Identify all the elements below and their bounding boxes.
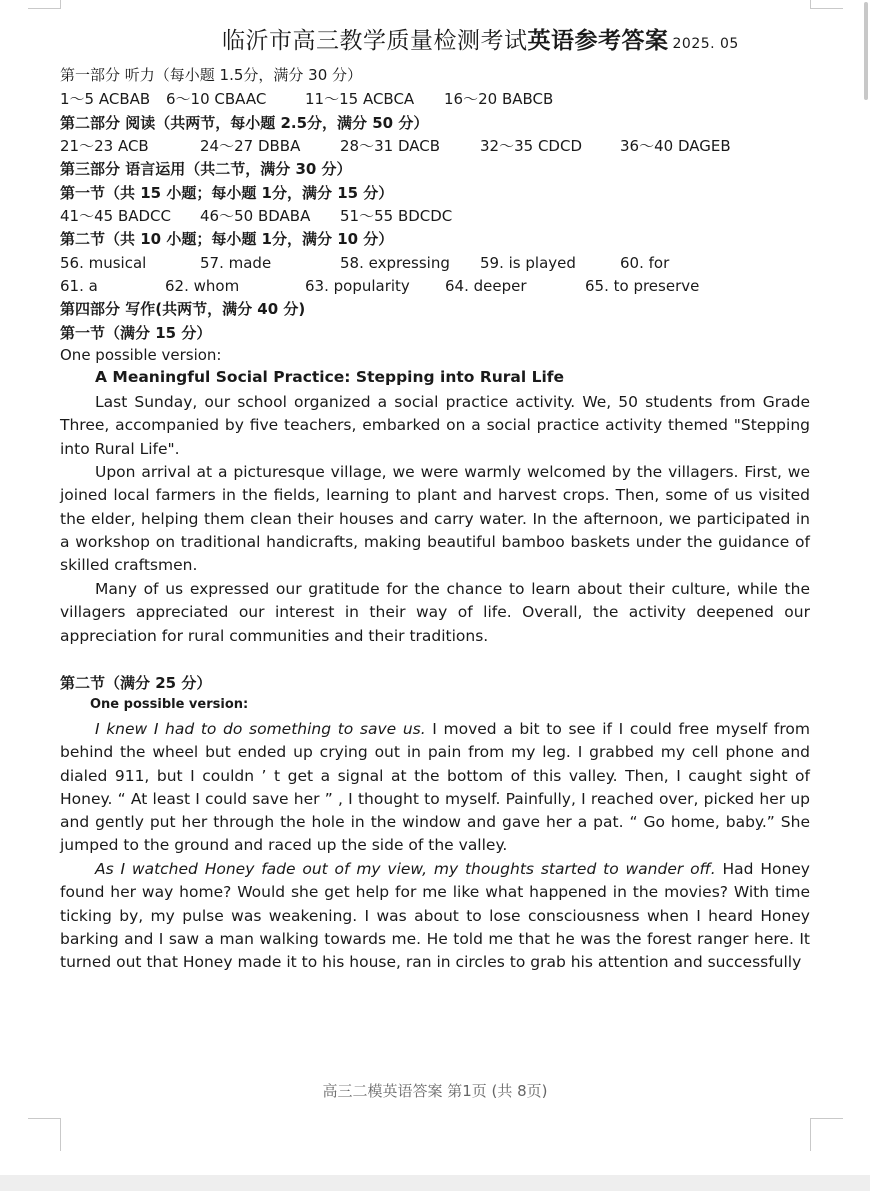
story-lead-sentence: I knew I had to do something to save us. [95, 720, 426, 738]
part1-heading: 第一部分 听力（每小题 1.5分，满分 30 分） [60, 66, 363, 84]
answer-group: 24～27 DBBA [200, 137, 301, 155]
title-date: 2025. 05 [672, 36, 739, 52]
answer-item: 60. for [620, 254, 670, 272]
answer-item: 65. to preserve [585, 277, 700, 295]
page-title [222, 22, 739, 55]
answer-group: 36～40 DAGEB [620, 137, 731, 155]
title-bold: 英语参考答案 [527, 28, 669, 54]
answer-item: 61. a [60, 277, 98, 295]
scrollbar-thumb[interactable] [864, 2, 868, 100]
page-footer: 高三二模英语答案 第1页 (共 8页) [322, 1082, 548, 1100]
answer-group: 51～55 BDCDC [340, 207, 453, 225]
essay-title: A Meaningful Social Practice: Stepping into Rural Life [95, 368, 565, 386]
crop-mark [810, 1118, 843, 1151]
viewer-bottom-bar [0, 1175, 870, 1191]
answer-group: 21～23 ACB [60, 137, 149, 155]
answer-group: 32～35 CDCD [480, 137, 582, 155]
part4-section2-heading: 第二节（满分 25 分） [60, 674, 212, 692]
part3-heading: 第三部分 语言运用（共二节，满分 30 分） [60, 160, 352, 178]
story-body: Had Honey found her way home? Would she get help for me like what happened in the movies? With time ticking by, my pulse was weakening. I was about to lose consciousness when I heard Honey barking and I saw a man walking towards me. He told me that he was the forest ranger here. It turned out that Honey made it to his house, ran in circles to grab his attention and successfully [60, 860, 810, 972]
essay-paragraph: Upon arrival at a picturesque village, we were warmly welcomed by the villagers. First, we joined local farmers in the fields, learning to plant and harvest crops. Then, some of us visited the elder, helping them clean their houses and carry water. In the afternoon, we participated in a workshop on traditional handicrafts, making beautiful bamboo baskets under the guidance of skilled craftsmen. [60, 463, 810, 575]
part3-section1-heading: 第一节（共 15 小题；每小题 1分，满分 15 分） [60, 184, 394, 202]
title-main: 临沂市高三教学质量检测考试 [222, 28, 528, 54]
essay-paragraph: Last Sunday, our school organized a social practice activity. We, 50 students from Grade Three, accompanied by five teachers, embarked on a social practice activity themed "Stepping into Rural Life". [60, 393, 810, 458]
answer-item: 57. made [200, 254, 272, 272]
answer-group: 6～10 CBAAC [166, 90, 267, 108]
answer-item: 64. deeper [445, 277, 527, 295]
possible-version-label: One possible version: [60, 346, 222, 364]
answer-item: 56. musical [60, 254, 147, 272]
part4-section1-heading: 第一节（满分 15 分） [60, 324, 212, 342]
crop-mark [28, 1118, 61, 1151]
answer-group: 11～15 ACBCA [305, 90, 415, 108]
part3-section2-heading: 第二节（共 10 小题；每小题 1分，满分 10 分） [60, 230, 394, 248]
answer-item: 58. expressing [340, 254, 450, 272]
essay-paragraph: Many of us expressed our gratitude for the chance to learn about their culture, while the villagers appreciated our interest in their way of life. Overall, the activity deepened our appreciation for rural communities and their traditions. [60, 580, 810, 645]
story-paragraph [60, 858, 810, 974]
crop-mark [810, 0, 843, 9]
crop-mark [28, 0, 61, 9]
answer-group: 41～45 BADCC [60, 207, 171, 225]
answer-item: 62. whom [165, 277, 240, 295]
answer-item: 63. popularity [305, 277, 410, 295]
part2-heading: 第二部分 阅读（共两节，每小题 2.5分，满分 50 分） [60, 114, 429, 132]
story-paragraph [60, 718, 810, 858]
answer-group: 28～31 DACB [340, 137, 440, 155]
answer-item: 59. is played [480, 254, 576, 272]
part4-heading: 第四部分 写作(共两节，满分 40 分) [60, 300, 306, 318]
answer-group: 1～5 ACBAB [60, 90, 151, 108]
story-body: I moved a bit to see if I could free myself from behind the wheel but ended up crying out in pain from my leg. I grabbed my cell phone and dialed 911, but I couldn ’ t get a signal at the bottom of this valley. Then, I caught sight of Honey. “ At least I could save her ” , I thought to myself. Painfully, I reached over, picked her up and gently put her through the hole in the window and gave her a pat. “ Go home, baby.” She jumped to the ground and raced up the side of the valley. [60, 720, 810, 855]
answer-group: 46～50 BDABA [200, 207, 311, 225]
answer-group: 16～20 BABCB [444, 90, 554, 108]
possible-version-label: One possible version: [90, 697, 249, 712]
story-lead-sentence: As I watched Honey fade out of my view, my thoughts started to wander off. [95, 860, 716, 878]
